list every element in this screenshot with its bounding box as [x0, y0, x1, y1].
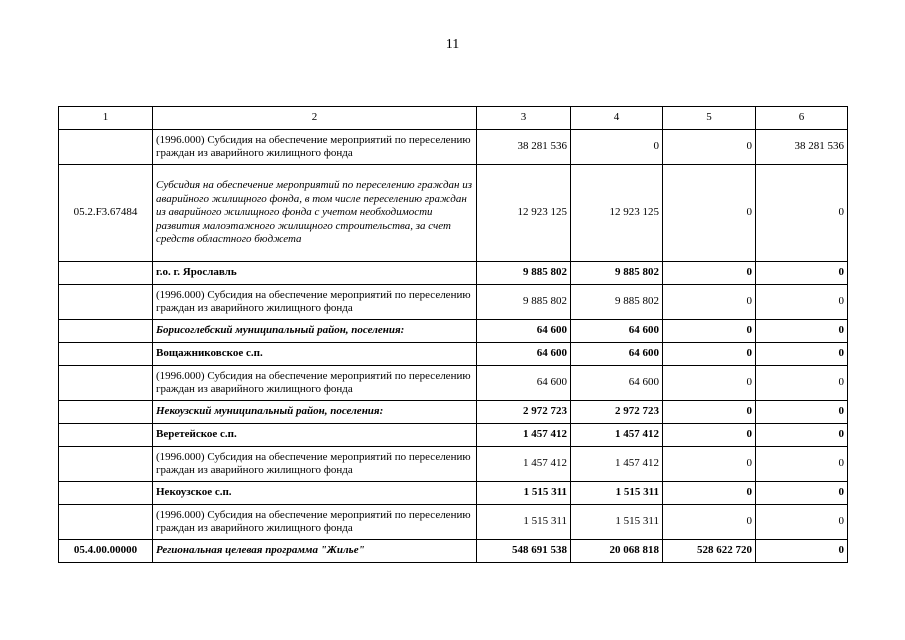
row-name: (1996.000) Субсидия на обеспечение мероприятий по переселению граждан из аварийного жилищного фонда [153, 447, 477, 482]
row-value-4: 20 068 818 [571, 540, 663, 563]
row-value-6: 0 [756, 401, 848, 424]
table-row [59, 482, 848, 505]
row-code: 05.2.F3.67484 [59, 165, 153, 262]
row-value-5: 0 [663, 505, 756, 540]
row-value-3: 9 885 802 [477, 262, 571, 285]
row-value-4: 2 972 723 [571, 401, 663, 424]
row-value-6: 0 [756, 320, 848, 343]
row-code [59, 482, 153, 505]
row-code [59, 366, 153, 401]
row-code [59, 424, 153, 447]
row-value-4: 64 600 [571, 366, 663, 401]
table-row [59, 320, 848, 343]
table-row [59, 540, 848, 563]
row-value-5: 0 [663, 482, 756, 505]
header-col-1: 1 [59, 107, 153, 130]
row-code [59, 262, 153, 285]
row-code [59, 320, 153, 343]
table-row [59, 424, 848, 447]
row-value-3: 12 923 125 [477, 165, 571, 262]
row-name: (1996.000) Субсидия на обеспечение мероприятий по переселению граждан из аварийного жилищного фонда [153, 366, 477, 401]
row-value-4: 9 885 802 [571, 262, 663, 285]
row-value-6: 0 [756, 285, 848, 320]
table-row [59, 262, 848, 285]
row-value-5: 0 [663, 447, 756, 482]
row-value-5: 0 [663, 262, 756, 285]
row-value-3: 64 600 [477, 366, 571, 401]
row-value-4: 64 600 [571, 343, 663, 366]
row-name: (1996.000) Субсидия на обеспечение мероприятий по переселению граждан из аварийного жилищного фонда [153, 285, 477, 320]
header-col-2: 2 [153, 107, 477, 130]
row-name: Региональная целевая программа "Жилье" [153, 540, 477, 563]
header-col-3: 3 [477, 107, 571, 130]
row-value-6: 0 [756, 366, 848, 401]
row-code [59, 285, 153, 320]
row-code [59, 130, 153, 165]
row-value-3: 38 281 536 [477, 130, 571, 165]
row-value-4: 1 515 311 [571, 482, 663, 505]
table-row [59, 401, 848, 424]
row-value-4: 0 [571, 130, 663, 165]
row-value-3: 64 600 [477, 343, 571, 366]
row-value-5: 0 [663, 366, 756, 401]
table-row [59, 285, 848, 320]
row-value-4: 1 515 311 [571, 505, 663, 540]
page-number: 11 [445, 37, 460, 52]
row-value-4: 9 885 802 [571, 285, 663, 320]
row-value-3: 1 457 412 [477, 424, 571, 447]
row-value-3: 548 691 538 [477, 540, 571, 563]
row-value-3: 1 515 311 [477, 505, 571, 540]
row-value-6: 0 [756, 505, 848, 540]
row-name: Веретейское с.п. [153, 424, 477, 447]
row-value-6: 0 [756, 540, 848, 563]
row-value-3: 64 600 [477, 320, 571, 343]
row-value-5: 0 [663, 401, 756, 424]
row-value-3: 1 515 311 [477, 482, 571, 505]
row-value-4: 1 457 412 [571, 424, 663, 447]
table-row [59, 447, 848, 482]
row-name: Субсидия на обеспечение мероприятий по переселению граждан из аварийного жилищного фонда, в том числе переселению граждан из аварийного жилищного фонда с учетом необходимости развития малоэтажного жилищного строительства, за счет средств областного бюджета [153, 165, 477, 262]
row-code [59, 343, 153, 366]
row-value-6: 0 [756, 482, 848, 505]
row-value-6: 0 [756, 447, 848, 482]
row-value-5: 0 [663, 285, 756, 320]
row-name: Некоузское с.п. [153, 482, 477, 505]
budget-table [58, 106, 848, 563]
row-value-5: 0 [663, 343, 756, 366]
row-value-5: 528 622 720 [663, 540, 756, 563]
header-col-4: 4 [571, 107, 663, 130]
row-value-6: 38 281 536 [756, 130, 848, 165]
row-name: Вощажниковское с.п. [153, 343, 477, 366]
row-value-6: 0 [756, 424, 848, 447]
row-value-4: 12 923 125 [571, 165, 663, 262]
header-col-5: 5 [663, 107, 756, 130]
row-name: (1996.000) Субсидия на обеспечение мероприятий по переселению граждан из аварийного жилищного фонда [153, 130, 477, 165]
row-code [59, 447, 153, 482]
row-value-5: 0 [663, 165, 756, 262]
row-value-6: 0 [756, 343, 848, 366]
table-row [59, 130, 848, 165]
row-value-6: 0 [756, 262, 848, 285]
row-code [59, 505, 153, 540]
row-value-3: 2 972 723 [477, 401, 571, 424]
row-name: (1996.000) Субсидия на обеспечение мероприятий по переселению граждан из аварийного жилищного фонда [153, 505, 477, 540]
header-col-6: 6 [756, 107, 848, 130]
row-value-5: 0 [663, 424, 756, 447]
row-value-4: 1 457 412 [571, 447, 663, 482]
table-row [59, 343, 848, 366]
table-row [59, 505, 848, 540]
row-name: г.о. г. Ярославль [153, 262, 477, 285]
row-value-4: 64 600 [571, 320, 663, 343]
row-value-3: 1 457 412 [477, 447, 571, 482]
row-code [59, 401, 153, 424]
row-value-5: 0 [663, 130, 756, 165]
table-header-row [59, 107, 848, 130]
table-row [59, 165, 848, 262]
row-value-5: 0 [663, 320, 756, 343]
row-value-6: 0 [756, 165, 848, 262]
row-name: Некоузский муниципальный район, поселения: [153, 401, 477, 424]
row-code: 05.4.00.00000 [59, 540, 153, 563]
table-row [59, 366, 848, 401]
row-name: Борисоглебский муниципальный район, поселения: [153, 320, 477, 343]
row-value-3: 9 885 802 [477, 285, 571, 320]
